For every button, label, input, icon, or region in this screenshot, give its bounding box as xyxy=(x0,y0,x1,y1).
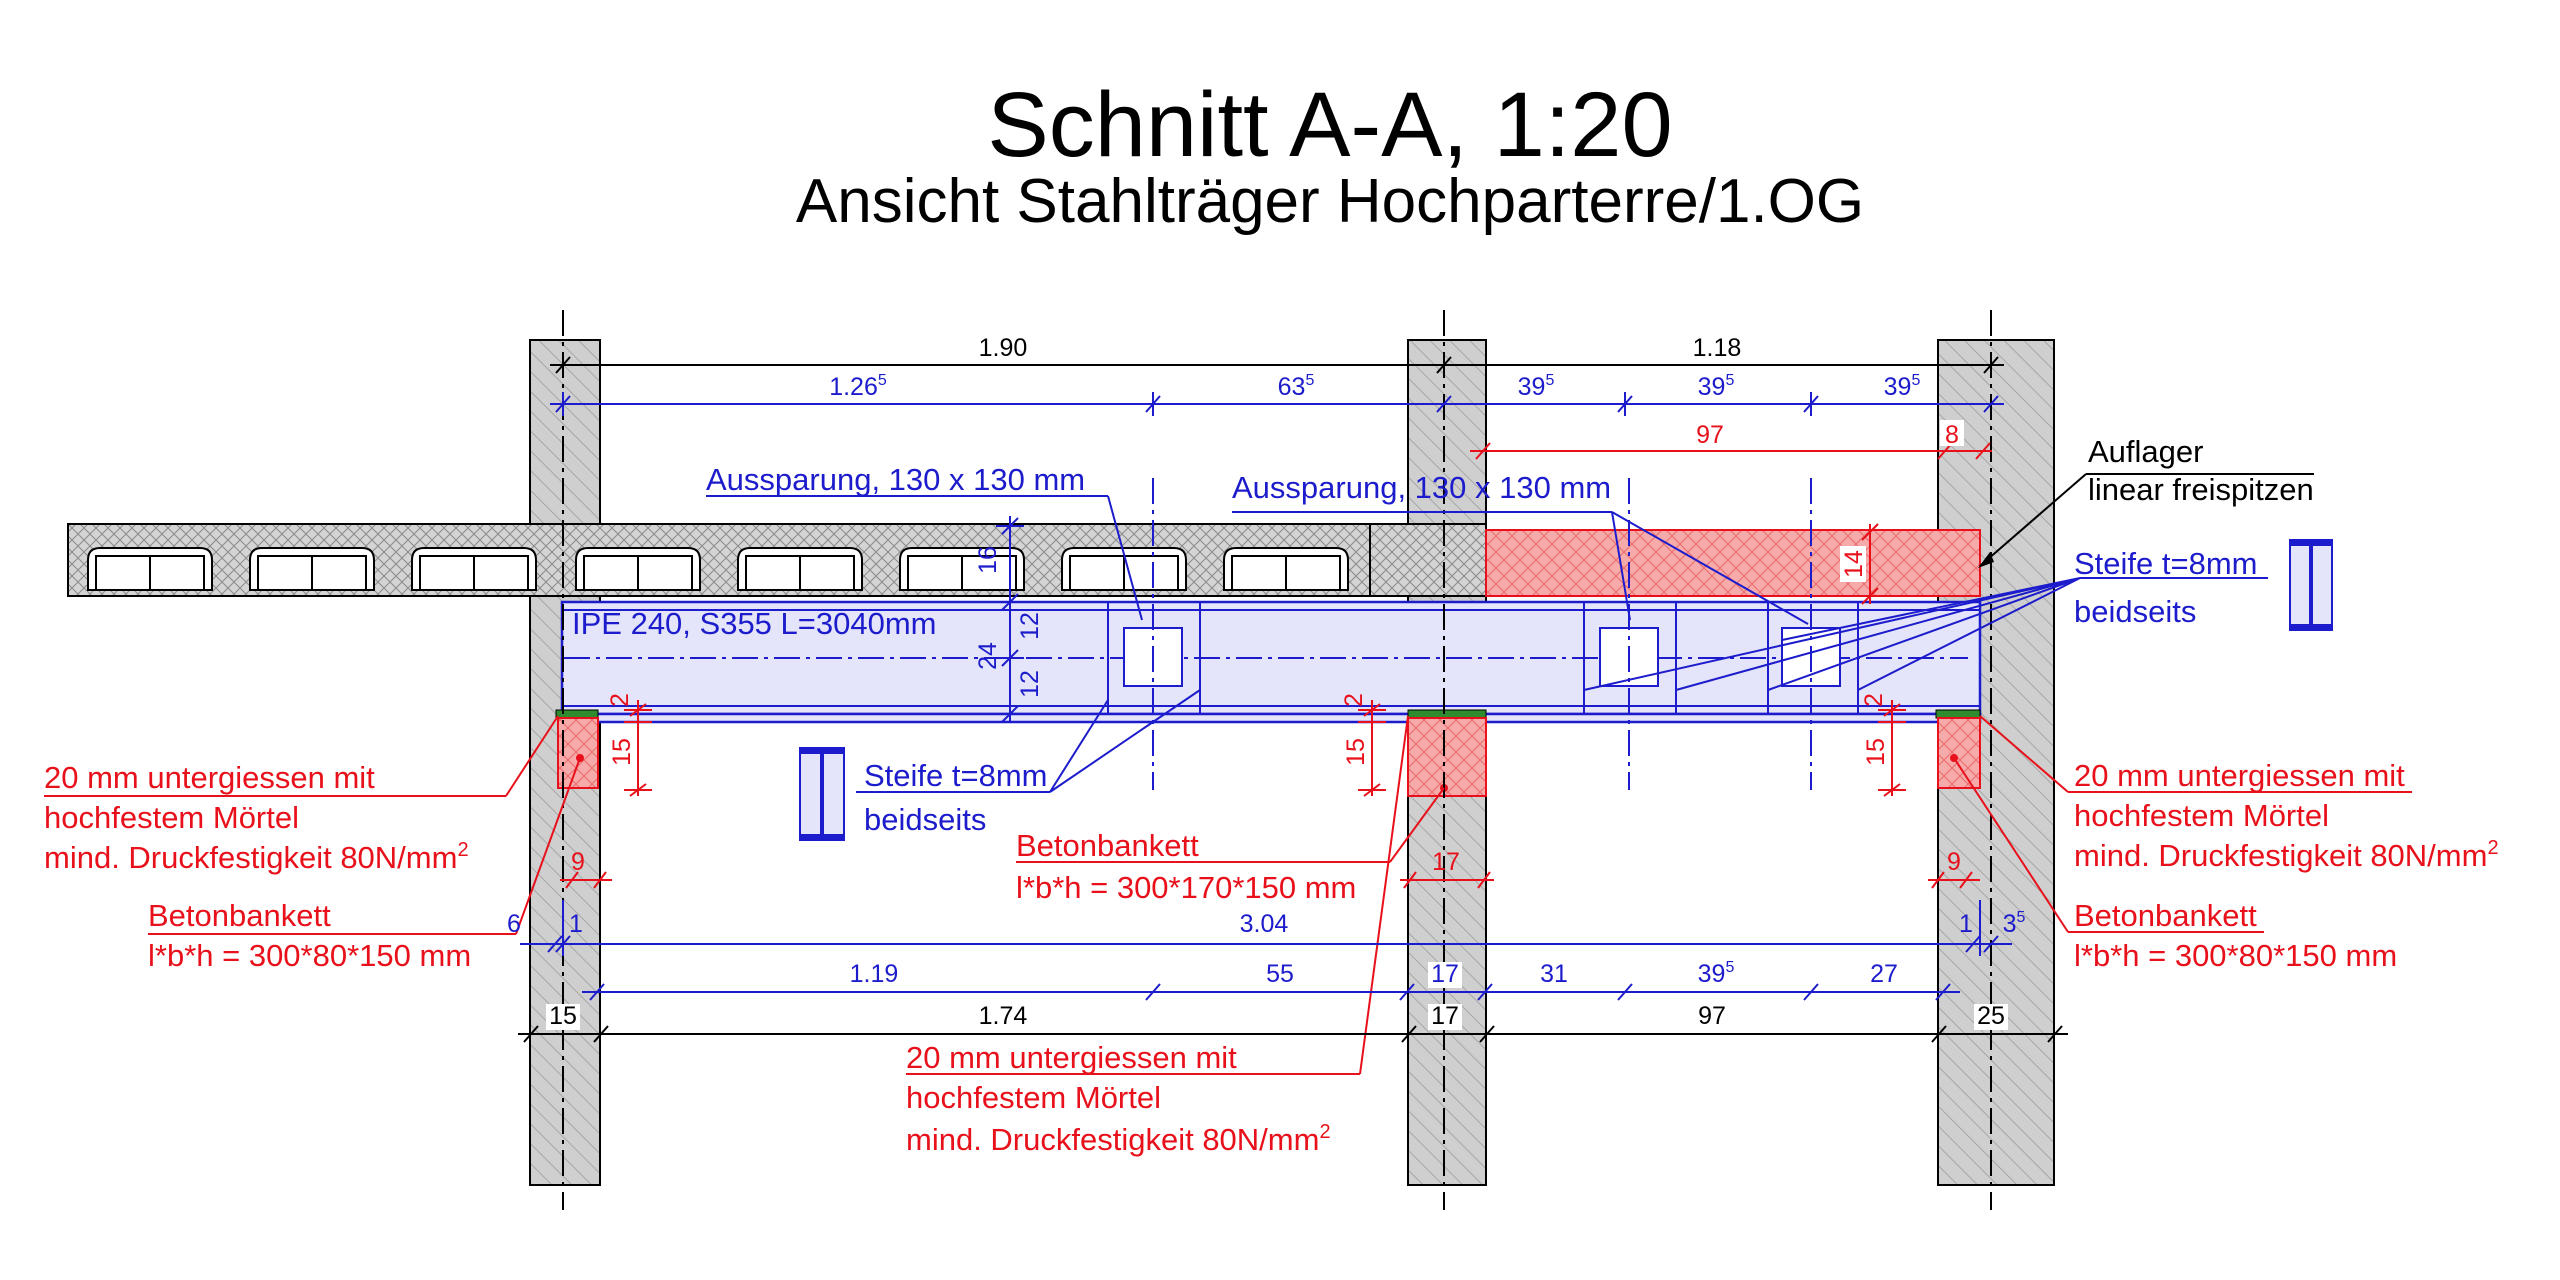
dim-3-5: $3^5$ xyxy=(2002,909,2026,938)
support-block-upper-right xyxy=(1486,530,1980,596)
left-grout-note-line1: 20 mm untergiessen mit xyxy=(44,760,375,795)
left-pad-note-line1: Betonbankett xyxy=(148,898,331,933)
dim-wall-w4: 97 xyxy=(1698,1002,1726,1030)
dim-bottom-b4: 31 xyxy=(1540,960,1568,988)
dim-bottom-b1: 1.19 xyxy=(849,960,899,988)
page-title: Schnitt A-A, 1:20 xyxy=(987,74,1673,176)
right-grout-note-line2: hochfestem Mörtel xyxy=(2074,798,2329,833)
right-pad-note-line1: Betonbankett xyxy=(2074,898,2257,933)
dim-beam-12a: 12 xyxy=(1016,612,1044,640)
dim-6: 6 xyxy=(507,910,521,938)
dim-wall-w5: 25 xyxy=(1977,1002,2005,1030)
dim-wall-w3: 17 xyxy=(1431,1002,1459,1030)
dim-bottom-b2: 55 xyxy=(1266,960,1294,988)
dim-pad-right-15: 15 xyxy=(1862,738,1890,766)
dim-pad-mid-17: 17 xyxy=(1432,848,1460,876)
dim-top-b3: $39^5$ xyxy=(1517,372,1555,401)
dim-1-left: 1 xyxy=(569,910,583,938)
support-label-line1: Auflager xyxy=(2088,434,2204,469)
dim-wall-w1: 15 xyxy=(549,1002,577,1030)
dim-1-right: 1 xyxy=(1959,910,1973,938)
support-label-line2: linear freispitzen xyxy=(2088,472,2314,507)
right-grout-note-line3: mind. Druckfestigkeit $80N/mm^2$ xyxy=(2074,837,2499,873)
dim-top-overall-left: 1.90 xyxy=(978,334,1028,362)
dim-bottom-b3: 17 xyxy=(1431,960,1459,988)
recess-label-left: Aussparung, 130 x 130 mm xyxy=(706,462,1086,497)
dim-bottom-b5: $39^5$ xyxy=(1697,959,1735,988)
stiffener-label-left-line2: beidseits xyxy=(864,802,987,837)
pad-dims xyxy=(560,700,1980,888)
dim-pad-right-2: 2 xyxy=(1860,693,1888,707)
dim-top-red-8: 8 xyxy=(1945,421,1959,449)
dim-top-red-97: 97 xyxy=(1696,421,1724,449)
dim-beam-24: 24 xyxy=(974,642,1002,670)
left-pad-note-line2: l*b*h = 300*80*150 mm xyxy=(148,938,472,973)
right-grout-note-line1: 20 mm untergiessen mit xyxy=(2074,758,2405,793)
dim-beam-12b: 12 xyxy=(1016,670,1044,698)
right-pad-note-line2: l*b*h = 300*80*150 mm xyxy=(2074,938,2398,973)
recess-label-right: Aussparung, 130 x 130 mm xyxy=(1232,470,1612,505)
dim-pad-right-9: 9 xyxy=(1947,848,1961,876)
dim-top-b5: $39^5$ xyxy=(1883,372,1921,401)
beam-label: IPE 240, S355 L=3040mm xyxy=(572,606,937,641)
mid-grout-note-line2: hochfestem Mörtel xyxy=(906,1080,1161,1115)
i-beam-section-icon-right xyxy=(2290,540,2332,630)
dim-wall-w2: 1.74 xyxy=(978,1002,1028,1030)
mid-pad-note-line2: l*b*h = 300*170*150 mm xyxy=(1016,870,1357,905)
mid-grout-note-line1: 20 mm untergiessen mit xyxy=(906,1040,1237,1075)
concrete-pad-middle xyxy=(1408,718,1486,796)
mid-pad-note-line1: Betonbankett xyxy=(1016,828,1199,863)
dim-top-b2: $63^5$ xyxy=(1277,372,1315,401)
left-grout-note-line3: mind. Druckfestigkeit $80N/mm^2$ xyxy=(44,839,469,875)
concrete-pad-right xyxy=(1938,718,1980,788)
dim-top-b1: 1.26$^5$ xyxy=(829,372,887,401)
dim-pad-left-15: 15 xyxy=(608,738,636,766)
page-subtitle: Ansicht Stahlträger Hochparterre/1.OG xyxy=(795,167,1865,236)
dim-bottom-overall: 3.04 xyxy=(1239,910,1289,938)
stiffener-label-left-line1: Steife t=8mm xyxy=(864,758,1048,793)
dim-pad-mid-15: 15 xyxy=(1342,738,1370,766)
dim-pad-mid-2: 2 xyxy=(1340,693,1368,707)
dim-top-overall-right: 1.18 xyxy=(1692,334,1742,362)
dim-pad-left-2: 2 xyxy=(606,693,634,707)
dim-bottom-b6: 27 xyxy=(1870,960,1898,988)
i-beam-section-icon-left xyxy=(800,748,844,840)
dim-pad-left-9: 9 xyxy=(571,848,585,876)
stiffener-label-right-line2: beidseits xyxy=(2074,594,2197,629)
left-grout-note-line2: hochfestem Mörtel xyxy=(44,800,299,835)
dim-red-14: 14 xyxy=(1840,550,1868,578)
dim-top-b4: $39^5$ xyxy=(1697,372,1735,401)
mid-grout-note-line3: mind. Druckfestigkeit $80N/mm^2$ xyxy=(906,1121,1331,1157)
stiffener-label-right-line1: Steife t=8mm xyxy=(2074,546,2258,581)
dim-beam-16: 16 xyxy=(974,546,1002,574)
